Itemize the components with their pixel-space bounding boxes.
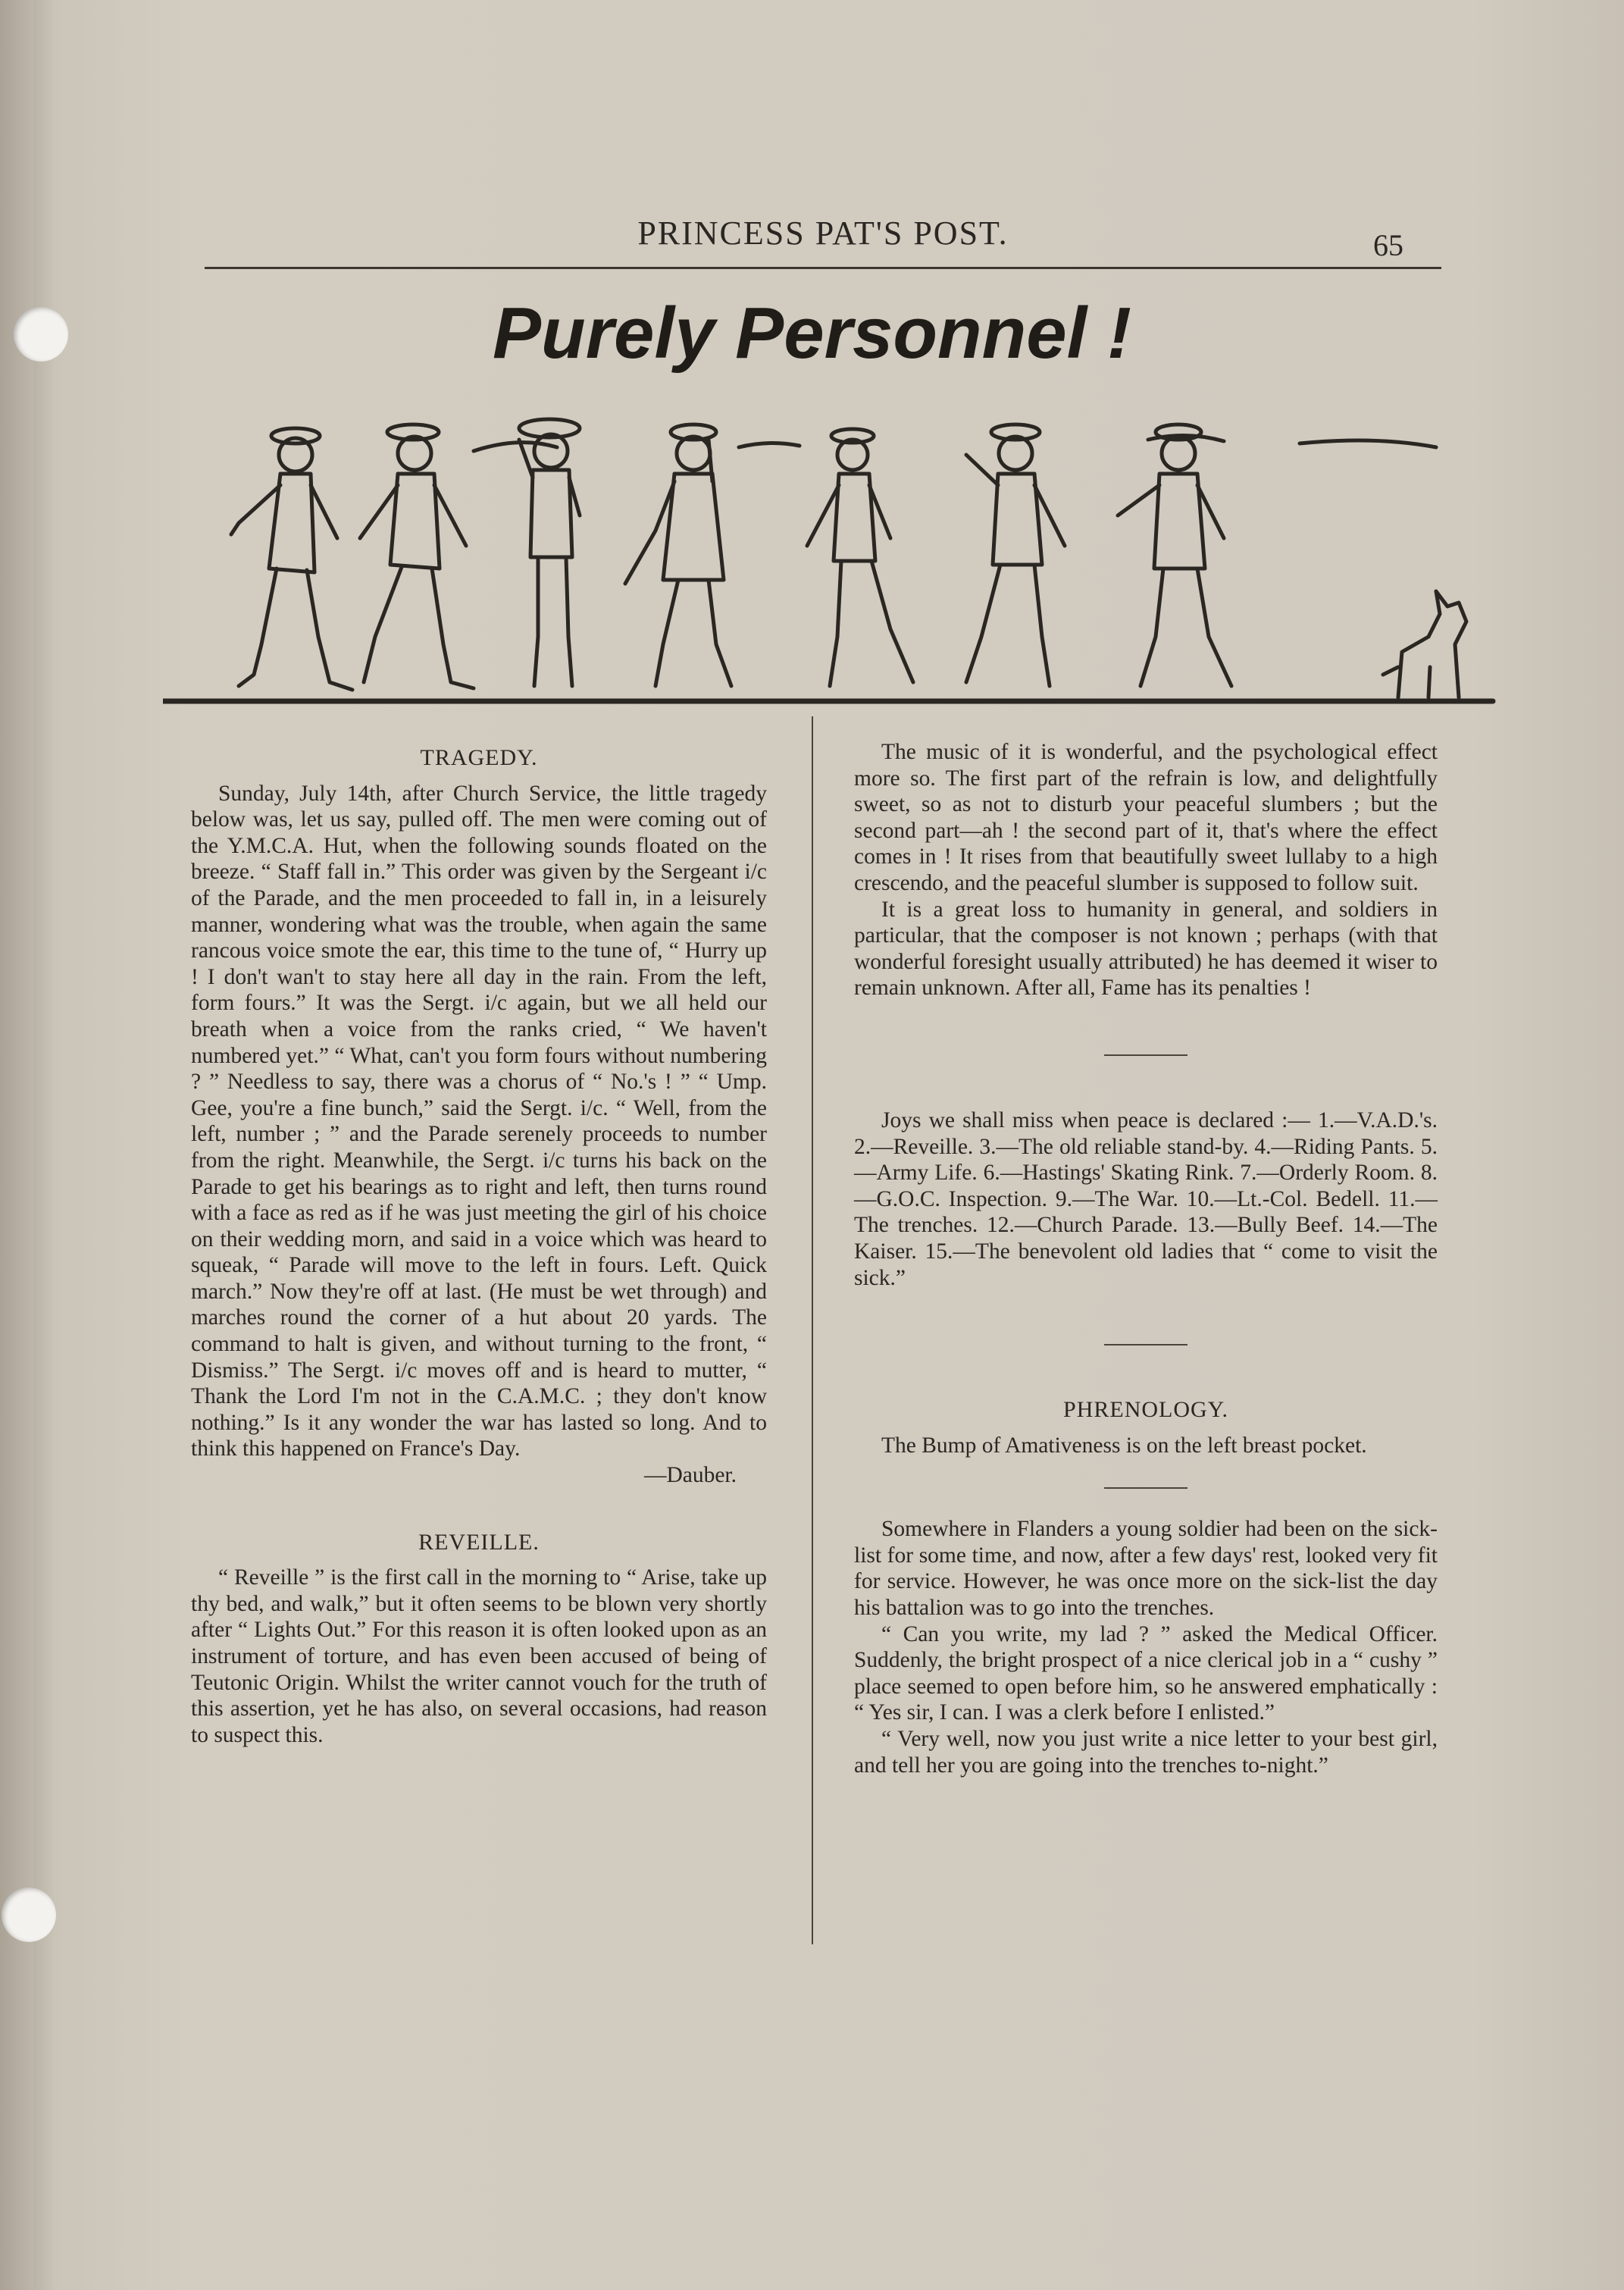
- section-rule: [1104, 1487, 1187, 1489]
- tragedy-heading: TRAGEDY.: [420, 745, 538, 770]
- section-rule: [1104, 1344, 1187, 1345]
- column-divider: [812, 716, 813, 1944]
- page-headline: Purely Personnel !: [493, 293, 1131, 374]
- soldier-figure: [625, 424, 731, 686]
- reveille-heading: REVEILLE.: [418, 1529, 540, 1555]
- reveille-continued-paragraph: The music of it is wonderful, and the psychological effect more so. The first part of the refrain is low, and delightfully sweet, so as not to disturb your peaceful slumbers ; but the second part—ah ! the second part of it, that's where the effect comes in ! It rises from that beautifully sweet lullaby to a high crescendo, and the peaceful slumber is supposed to follow suit.: [854, 740, 1438, 895]
- flanders-paragraph: “ Can you write, my lad ? ” asked the Medical Officer. Suddenly, the bright prospect of a nice clerical job in a “ cushy ” place seemed to open before him, so he answered emphatically : “ Yes sir, I can. I was a clerk before I enlisted.”: [854, 1621, 1438, 1725]
- marching-soldiers-illustration: [163, 394, 1497, 728]
- punch-hole: [2, 1887, 56, 1942]
- dog-figure: [1383, 591, 1466, 697]
- section-rule: [1104, 1054, 1187, 1056]
- page-header: [205, 206, 1441, 269]
- soldier-figure: [1118, 424, 1231, 686]
- right-column: [854, 739, 1438, 1778]
- spacer: [191, 1489, 767, 1524]
- joys-list: Joys we shall miss when peace is declared :— 1.—V.A.D.'s. 2.—Reveille. 3.—The old reliable stand-by. 4.—Riding Pants. 5.—Army Life. 6.—Hastings' Skating Rink. 7.—Orderly Room. 8.—G.O.C. Inspection. 9.—The War. 10.—Lt.-Col. Bedell. 11.—The trenches. 12.—Church Parade. 13.—Bully Beef. 14.—The Kaiser. 15.—The benevolent old ladies that “ come to visit the sick.”: [854, 1107, 1438, 1290]
- flanders-paragraph: “ Very well, now you just write a nice letter to your best girl, and tell her you are going into the trenches to-night.”: [854, 1727, 1438, 1778]
- phrenology-body: The Bump of Amativeness is on the left breast pocket.: [881, 1433, 1367, 1458]
- tragedy-signature: —Dauber.: [643, 1463, 737, 1488]
- phrenology-heading: PHRENOLOGY.: [1063, 1397, 1228, 1423]
- soldier-figure: [360, 424, 474, 688]
- running-title: PRINCESS PAT'S POST.: [637, 215, 1009, 252]
- reveille-body: “ Reveille ” is the first call in the morning to “ Arise, take up thy bed, and walk,” but it often seems to be blown very shortly after “ Lights Out.” For this reason it is often looked upon as an instrument of torture, and has even been accused of being of Teutonic Origin. Whilst the writer cannot vouch for the truth of this assertion, yet he has also, on several occasions, had reason to suspect this.: [191, 1565, 767, 1747]
- reveille-continued-paragraph: It is a great loss to humanity in general, and soldiers in particular, that the composer is not known ; perhaps (with that wonderful foresight usually attributed) he has deemed it wiser to remain unknown. After all, Fame has its penalties !: [854, 897, 1438, 1001]
- page-number: 65: [1373, 228, 1403, 262]
- soldier-figure: [966, 424, 1065, 686]
- left-column: [191, 739, 767, 1748]
- tragedy-body: Sunday, July 14th, after Church Service, the little tragedy below was, let us say, pulled off. The men were coming out of the Y.M.C.A. Hut, when the following sounds floated on the breeze. “ Staff fall in.” This order was given by the Sergeant i/c of the Parade, and the men proceeded to fall in, in a leisurely manner, wondering what was the trouble, when again the same rancous voice smote the ear, this time to the tune of, “ Hurry up ! I don't wan't to stay here all day in the rain. From the left, form fours.” It was the Sergt. i/c again, but we all held our breath when a voice from the ranks cried, “ We haven't numbered yet.” “ What, can't you form fours without numbering ? ” Needless to say, there was a chorus of “ No.'s ! ” “ Ump. Gee, you're a fine bunch,” said the Sergt. i/c. “ Well, from the left, number ; ” and the Parade serenely proceeds to number from the right. Meanwhile, the Sergt. i/c turns his back on the Parade to get his bearings as to right and left, then turns round with a face as red as if he was just meeting the girl of his choice on their wedding morn, and said in a voice which was heard to squeak, “ Parade will move to the left in fours. Left. Quick march.” Now they're off at last. (He must be wet through) and marches round the corner of a hut about 20 yards. The command to halt is given, and without turning to the front, “ Dismiss.” The Sergt. i/c moves off and is heard to mutter, “ Thank the Lord I'm not in the C.A.M.C. ; they don't know nothing.” Is it any wonder the war has lasted so long. And to think this happened on France's Day.: [191, 781, 767, 1461]
- flanders-paragraph: Somewhere in Flanders a young soldier had been on the sick-list for some time, and now, after a few days' rest, looked very fit for service. However, he was once more on the sick-list the day his battalion was to go into the trenches.: [854, 1517, 1438, 1621]
- soldier-figure: [807, 429, 913, 686]
- soldier-figure: [231, 428, 352, 690]
- soldier-figure: [519, 419, 580, 686]
